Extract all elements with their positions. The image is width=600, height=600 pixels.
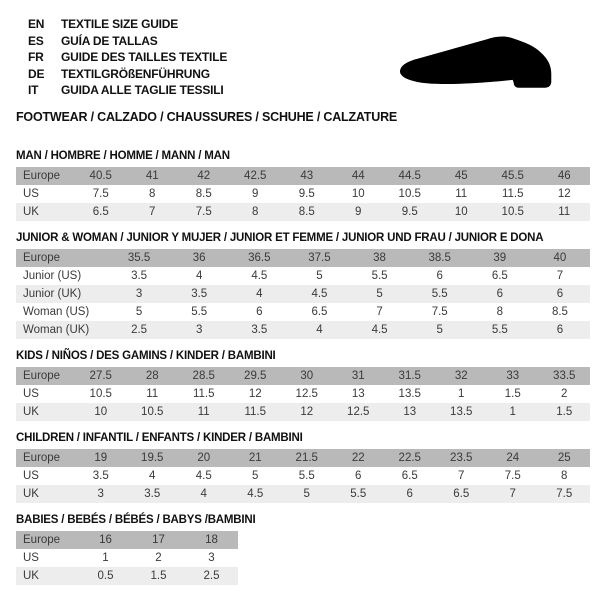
size-cell: 32	[436, 367, 488, 385]
language-code: EN	[28, 17, 45, 31]
table-row	[16, 385, 590, 403]
size-cell: 11	[539, 203, 591, 221]
size-cell: 7	[487, 485, 539, 503]
size-cell: 10	[436, 203, 488, 221]
size-cell: 22.5	[384, 449, 436, 467]
size-cell: 39	[470, 249, 530, 267]
size-cell: 11.5	[230, 403, 282, 421]
table-row	[16, 321, 590, 339]
size-cell: 6	[530, 285, 590, 303]
table-row	[16, 403, 590, 421]
table-row	[16, 531, 238, 549]
size-cell: 12	[248, 388, 262, 400]
language-code: FR	[28, 50, 44, 65]
size-cell: 7.5	[431, 306, 448, 318]
size-cell: 1	[458, 388, 465, 400]
size-cell: 1	[487, 403, 539, 421]
size-cell: 20	[178, 449, 230, 467]
size-cell: 43	[281, 167, 333, 185]
size-cell: 0.5	[79, 567, 132, 585]
row-label: Europe	[16, 531, 79, 549]
table-row	[16, 185, 590, 203]
size-cell: 40.5	[75, 167, 127, 185]
language-row	[28, 16, 227, 33]
size-cell: 8.5	[195, 188, 212, 200]
size-cell: 46	[539, 167, 591, 185]
size-cell: 11	[178, 403, 230, 421]
section-title: KIDS / NIÑOS / DES GAMINS / KINDER / BAMBINI	[16, 350, 276, 362]
size-cell: 44	[333, 167, 385, 185]
language-row	[28, 66, 227, 83]
size-cell: 5.5	[191, 306, 208, 318]
size-cell: 28.5	[178, 367, 230, 385]
size-cell: 3.5	[229, 321, 289, 339]
size-cell: 6	[355, 470, 362, 482]
row-label: Woman (US)	[23, 306, 90, 318]
size-cell: 25	[539, 449, 591, 467]
size-cell: 8	[496, 306, 504, 318]
language-code: IT	[28, 83, 39, 98]
size-cell: 12.5	[295, 388, 318, 400]
shoe-icon-shape	[400, 36, 551, 87]
size-cell: 5.5	[371, 270, 388, 282]
size-cell: 42.5	[230, 167, 282, 185]
size-table	[16, 449, 590, 503]
size-cell: 5.5	[470, 321, 530, 339]
table-row	[16, 203, 590, 221]
table-row	[16, 285, 590, 303]
size-cell: 21.5	[281, 449, 333, 467]
size-cell: 12.5	[333, 403, 385, 421]
size-cell: 36.5	[229, 249, 289, 267]
size-cell: 9	[252, 188, 259, 200]
size-cell: 12	[557, 188, 571, 200]
size-cell: 5	[252, 470, 259, 482]
size-cell: 3.5	[131, 270, 148, 282]
table-row	[16, 367, 590, 385]
size-cell: 6.5	[436, 485, 488, 503]
size-cell: 11	[146, 388, 159, 400]
size-section	[0, 232, 600, 339]
size-cell: 40	[530, 249, 590, 267]
size-cell: 5	[135, 306, 143, 318]
size-cell: 45	[436, 167, 488, 185]
size-cell: 38	[350, 249, 410, 267]
size-cell: 10	[75, 403, 127, 421]
table-row	[16, 549, 238, 567]
size-cell: 6	[256, 306, 263, 318]
table-row	[16, 303, 590, 321]
table-row	[16, 449, 590, 467]
size-cell: 7	[458, 470, 465, 482]
size-cell: 11.5	[192, 388, 215, 400]
size-cell: 18	[185, 531, 238, 549]
size-cell: 13.5	[398, 388, 421, 400]
size-cell: 2	[155, 552, 162, 564]
size-cell: 10.5	[398, 188, 421, 200]
size-cell: 3	[75, 485, 127, 503]
section-title: JUNIOR & WOMAN / JUNIOR Y MUJER / JUNIOR ET FEMME / JUNIOR UND FRAU / JUNIOR E DONA	[16, 232, 544, 244]
size-cell: 4.5	[230, 485, 282, 503]
row-label: US	[23, 188, 39, 200]
size-cell: 17	[132, 531, 185, 549]
size-cell: 3	[169, 321, 229, 339]
size-cell: 11.5	[501, 188, 524, 200]
section-title: MAN / HOMBRE / HOMME / MANN / MAN	[16, 150, 230, 162]
size-cell: 8.5	[551, 306, 568, 318]
table-row	[16, 249, 590, 267]
header	[0, 0, 600, 96]
size-cell: 3	[109, 285, 169, 303]
row-label: US	[23, 470, 39, 482]
language-row	[28, 82, 227, 99]
size-cell: 21	[230, 449, 282, 467]
size-cell: 37.5	[289, 249, 349, 267]
size-cell: 7	[556, 270, 564, 282]
size-cell: 11	[455, 188, 468, 200]
row-label: US	[23, 552, 39, 564]
size-cell: 7.5	[178, 203, 230, 221]
size-cell: 12	[281, 403, 333, 421]
size-cell: 10.5	[487, 203, 539, 221]
size-cell: 2	[561, 388, 568, 400]
table-row	[16, 485, 590, 503]
size-cell: 6.5	[401, 470, 418, 482]
size-cell: 6	[530, 321, 590, 339]
row-label: Woman (UK)	[16, 321, 109, 339]
row-label: Europe	[16, 367, 75, 385]
category-title: FOOTWEAR / CALZADO / CHAUSSURES / SCHUHE / CALZATURE	[16, 110, 398, 124]
size-cell: 10.5	[89, 388, 112, 400]
size-table	[16, 367, 590, 421]
size-cell: 8	[230, 203, 282, 221]
row-label: Europe	[16, 449, 75, 467]
size-cell: 9.5	[298, 188, 315, 200]
size-cell: 8	[561, 470, 568, 482]
size-cell: 13	[384, 403, 436, 421]
size-section	[0, 350, 600, 421]
size-cell: 29.5	[230, 367, 282, 385]
row-label: US	[23, 388, 39, 400]
language-label: GUIDE DES TAILLES TEXTILE	[61, 50, 228, 65]
size-cell: 8.5	[281, 203, 333, 221]
size-cell: 2.5	[185, 567, 238, 585]
size-cell: 5	[316, 270, 323, 282]
size-cell: 24	[487, 449, 539, 467]
size-cell: 23.5	[436, 449, 488, 467]
size-table	[16, 249, 590, 339]
language-label: TEXTILGRÖßENFÜHRUNG	[61, 66, 210, 81]
size-cell: 4	[149, 470, 156, 482]
size-cell: 31.5	[384, 367, 436, 385]
size-cell: 36	[169, 249, 229, 267]
size-cell: 45.5	[487, 167, 539, 185]
language-label: GUIDA ALLE TAGLIE TESSILI	[61, 83, 224, 98]
size-cell: 6	[436, 270, 443, 282]
table-row	[16, 267, 590, 285]
language-label: GUÍA DE TALLAS	[61, 33, 158, 48]
size-cell: 16	[79, 531, 132, 549]
size-cell: 5	[410, 321, 470, 339]
size-cell: 7	[376, 306, 383, 318]
size-cell: 6	[470, 285, 530, 303]
section-title: BABIES / BEBÉS / BÉBÉS / BABYS /BAMBINI	[16, 514, 256, 526]
size-cell: 19	[75, 449, 127, 467]
size-cell: 2.5	[109, 321, 169, 339]
size-cell: 22	[333, 449, 385, 467]
size-cell: 4	[289, 321, 349, 339]
row-label: UK	[16, 203, 75, 221]
size-cell: 3.5	[92, 470, 109, 482]
size-cell: 35.5	[109, 249, 169, 267]
size-cell: 41	[127, 167, 179, 185]
size-cell: 5.5	[298, 470, 315, 482]
size-cell: 6.5	[491, 270, 508, 282]
language-list	[28, 12, 227, 99]
row-label: Junior (US)	[23, 270, 82, 282]
language-code: DE	[28, 66, 45, 81]
size-cell: 6.5	[311, 306, 328, 318]
size-cell: 3.5	[169, 285, 229, 303]
size-cell: 10	[351, 188, 365, 200]
size-tables	[0, 150, 600, 585]
size-cell: 1	[102, 552, 109, 564]
row-label: UK	[16, 567, 79, 585]
size-cell: 3.5	[127, 485, 179, 503]
row-label: UK	[16, 403, 75, 421]
size-cell: 27.5	[75, 367, 127, 385]
size-cell: 10.5	[127, 403, 179, 421]
table-row	[16, 467, 590, 485]
size-cell: 13.5	[436, 403, 488, 421]
size-cell: 4.5	[289, 285, 349, 303]
row-label: Europe	[16, 167, 75, 185]
size-cell: 33.5	[539, 367, 591, 385]
size-cell: 7.5	[92, 188, 109, 200]
size-cell: 7	[127, 203, 179, 221]
size-cell: 31	[333, 367, 385, 385]
size-cell: 6	[384, 485, 436, 503]
size-cell: 1.5	[539, 403, 591, 421]
shoe-icon	[398, 36, 576, 92]
size-cell: 7.5	[539, 485, 591, 503]
size-cell: 5	[350, 285, 410, 303]
table-row	[16, 567, 238, 585]
size-cell: 4.5	[195, 470, 212, 482]
size-cell: 1.5	[132, 567, 185, 585]
size-cell: 4.5	[251, 270, 268, 282]
size-cell: 4.5	[350, 321, 410, 339]
language-row	[28, 33, 227, 50]
size-cell: 3	[208, 552, 215, 564]
row-label: UK	[16, 485, 75, 503]
size-section	[0, 514, 600, 585]
section-title: CHILDREN / INFANTIL / ENFANTS / KINDER / BAMBINI	[16, 432, 303, 444]
size-cell: 4	[195, 270, 203, 282]
size-cell: 42	[178, 167, 230, 185]
size-cell: 4	[178, 485, 230, 503]
size-table	[16, 167, 590, 221]
size-cell: 19.5	[127, 449, 179, 467]
size-cell: 9.5	[384, 203, 436, 221]
size-table	[16, 531, 238, 585]
size-cell: 5.5	[333, 485, 385, 503]
table-row	[16, 167, 590, 185]
size-cell: 4	[229, 285, 289, 303]
size-cell: 9	[333, 203, 385, 221]
size-cell: 5.5	[410, 285, 470, 303]
size-cell: 7.5	[504, 470, 521, 482]
size-cell: 6.5	[75, 203, 127, 221]
size-cell: 38.5	[410, 249, 470, 267]
size-cell: 44.5	[384, 167, 436, 185]
size-cell: 30	[281, 367, 333, 385]
size-section	[0, 150, 600, 221]
size-cell: 1.5	[504, 388, 521, 400]
language-row	[28, 49, 227, 66]
language-label: TEXTILE SIZE GUIDE	[61, 17, 179, 31]
size-cell: 5	[281, 485, 333, 503]
size-cell: 8	[149, 188, 156, 200]
row-label: Junior (UK)	[16, 285, 109, 303]
size-cell: 13	[351, 388, 365, 400]
size-cell: 33	[487, 367, 539, 385]
language-code: ES	[28, 33, 44, 48]
size-section	[0, 432, 600, 503]
row-label: Europe	[16, 249, 109, 267]
size-cell: 28	[127, 367, 179, 385]
